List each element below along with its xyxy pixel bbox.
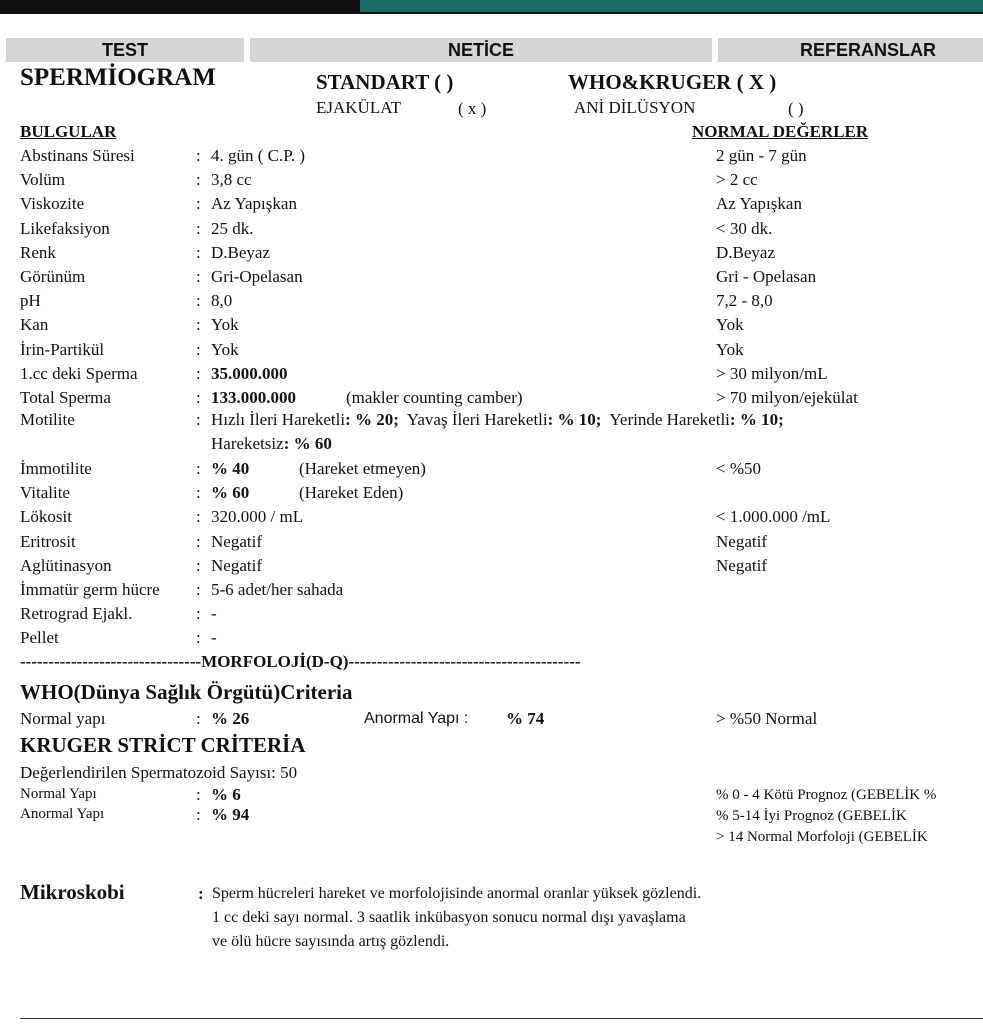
kruger-count: Değerlendirilen Spermatozoid Sayısı: 50 bbox=[20, 763, 298, 782]
motilite-colon: : bbox=[196, 410, 201, 429]
row-label: İrin-Partikül bbox=[20, 340, 105, 359]
row-reference: D.Beyaz bbox=[716, 243, 776, 262]
row-value: Yok bbox=[211, 340, 239, 359]
ani-dilusyon-label: ANİ DİLÜSYON bbox=[574, 98, 696, 117]
who-kruger-option: WHO&KRUGER ( X ) bbox=[568, 70, 777, 94]
row-colon: : bbox=[196, 146, 201, 165]
row-label: Aglütinasyon bbox=[20, 556, 112, 575]
row-colon: : bbox=[196, 388, 201, 407]
bulgular-heading: BULGULAR bbox=[20, 122, 117, 141]
row-reference: > 2 cc bbox=[716, 170, 758, 189]
who-normal-colon: : bbox=[196, 709, 201, 728]
hareketsiz-label: Hareketsiz bbox=[211, 434, 284, 453]
row-colon: : bbox=[196, 556, 201, 575]
mikroskobi-label: Mikroskobi bbox=[20, 880, 125, 904]
normal-degerler-heading: NORMAL DEĞERLER bbox=[692, 122, 869, 141]
row-reference: Yok bbox=[716, 340, 744, 359]
row-reference: Negatif bbox=[716, 532, 767, 551]
row-label: pH bbox=[20, 291, 41, 310]
row-colon: : bbox=[196, 243, 201, 262]
row-colon: : bbox=[196, 194, 201, 213]
row-value: Negatif bbox=[211, 556, 262, 575]
yavas-value: % 10; bbox=[557, 410, 602, 429]
row-reference: Negatif bbox=[716, 556, 767, 575]
document-title: SPERMİOGRAM bbox=[20, 64, 216, 91]
row-colon: : bbox=[196, 267, 201, 286]
mikroskobi-colon: : bbox=[198, 884, 204, 903]
row-label: Lökosit bbox=[20, 507, 72, 526]
row-value: Az Yapışkan bbox=[211, 194, 297, 213]
row-value: 320.000 / mL bbox=[211, 507, 304, 526]
kruger-anormal-label: Anormal Yapı bbox=[20, 806, 105, 822]
row-colon: : bbox=[196, 364, 201, 383]
row-reference: Az Yapışkan bbox=[716, 194, 802, 213]
row-label: İmmatür germ hücre bbox=[20, 580, 160, 599]
row-value: 133.000.000 bbox=[211, 388, 296, 407]
row-value: - bbox=[211, 604, 217, 623]
row-value: D.Beyaz bbox=[211, 243, 271, 262]
header-test: TEST bbox=[6, 38, 244, 62]
kruger-ref-3: > 14 Normal Morfoloji (GEBELİK bbox=[716, 829, 928, 845]
row-label: Volüm bbox=[20, 170, 66, 189]
kruger-normal-label: Normal Yapı bbox=[20, 786, 97, 802]
row-reference: 7,2 - 8,0 bbox=[716, 291, 773, 310]
row-colon: : bbox=[196, 628, 201, 647]
row-colon: : bbox=[196, 170, 201, 189]
hareketsiz-value: % 60 bbox=[293, 434, 332, 453]
standart-option: STANDART ( ) bbox=[316, 70, 454, 94]
kruger-criteria-title: KRUGER STRİCT CRİTERİA bbox=[20, 733, 306, 757]
header-netice: NETİCE bbox=[250, 38, 712, 62]
row-label: Vitalite bbox=[20, 483, 70, 502]
row-value: 35.000.000 bbox=[211, 364, 288, 383]
row-value: Gri-Opelasan bbox=[211, 267, 303, 286]
row-colon: : bbox=[196, 483, 201, 502]
row-label: Likefaksiyon bbox=[20, 219, 110, 238]
who-anormal-label: Anormal Yapı : bbox=[364, 710, 469, 727]
row-value: 8,0 bbox=[211, 291, 233, 310]
hizli-label: Hızlı İleri Hareketli bbox=[211, 410, 346, 429]
row-colon: : bbox=[196, 315, 201, 334]
kruger-anormal-value: % 94 bbox=[211, 805, 250, 824]
row-value: % 60 bbox=[211, 483, 250, 502]
kruger-ref-2: % 5-14 İyi Prognoz (GEBELİK bbox=[716, 808, 907, 824]
row-note: (Hareket etmeyen) bbox=[299, 459, 426, 478]
row-label: Abstinans Süresi bbox=[20, 146, 135, 165]
mikroskobi-line-1: Sperm hücreleri hareket ve morfolojisinde anormal oranlar yüksek gözlendi. bbox=[212, 885, 702, 902]
top-banner bbox=[0, 0, 983, 14]
who-reference: > %50 Normal bbox=[716, 709, 818, 728]
row-colon: : bbox=[196, 340, 201, 359]
row-label: Pellet bbox=[20, 628, 59, 647]
ejakulat-mark: ( x ) bbox=[458, 99, 487, 118]
who-criteria-title: WHO(Dünya Sağlık Örgütü)Criteria bbox=[20, 680, 353, 704]
mikroskobi-line-3: ve ölü hücre sayısında artış gözlendi. bbox=[212, 933, 450, 950]
top-banner-teal bbox=[360, 0, 983, 14]
row-value: 4. gün ( C.P. ) bbox=[211, 146, 305, 165]
row-label: Total Sperma bbox=[20, 388, 111, 407]
row-label: Kan bbox=[20, 315, 49, 334]
top-banner-dark bbox=[0, 0, 360, 14]
bottom-rule bbox=[20, 1018, 983, 1019]
kruger-normal-value: % 6 bbox=[211, 785, 241, 804]
row-value: % 40 bbox=[211, 459, 250, 478]
yerinde-value: % 10; bbox=[739, 410, 784, 429]
row-label: Renk bbox=[20, 243, 56, 262]
row-reference: > 70 milyon/ejekülat bbox=[716, 388, 858, 407]
yavas-label: Yavaş İleri Hareketli bbox=[406, 410, 548, 429]
row-colon: : bbox=[196, 507, 201, 526]
row-value: Yok bbox=[211, 315, 239, 334]
row-colon: : bbox=[196, 532, 201, 551]
row-reference: < 30 dk. bbox=[716, 219, 773, 238]
row-note: (Hareket Eden) bbox=[299, 483, 404, 502]
kruger-ref-1: % 0 - 4 Kötü Prognoz (GEBELİK % bbox=[716, 787, 937, 803]
row-label: Viskozite bbox=[20, 194, 85, 213]
row-reference: < %50 bbox=[716, 459, 761, 478]
row-value: - bbox=[211, 628, 217, 647]
row-label: Retrograd Ejakl. bbox=[20, 604, 133, 623]
row-reference: Gri - Opelasan bbox=[716, 267, 817, 286]
row-label: İmmotilite bbox=[20, 459, 92, 478]
yerinde-label: Yerinde Hareketli bbox=[609, 410, 730, 429]
row-colon: : bbox=[196, 291, 201, 310]
motilite-line2: Hareketsiz: % 60 bbox=[211, 434, 332, 453]
row-value: 25 dk. bbox=[211, 219, 254, 238]
who-normal-value: % 26 bbox=[211, 709, 250, 728]
motilite-label: Motilite bbox=[20, 410, 75, 429]
row-label: Eritrosit bbox=[20, 532, 76, 551]
row-value: 3,8 cc bbox=[211, 170, 252, 189]
row-label: Görünüm bbox=[20, 267, 86, 286]
mikroskobi-line-2: 1 cc deki sayı normal. 3 saatlik inkübasyon sonucu normal dışı yavaşlama bbox=[212, 909, 686, 926]
row-value: Negatif bbox=[211, 532, 262, 551]
row-reference: > 30 milyon/mL bbox=[716, 364, 828, 383]
header-referanslar: REFERANSLAR bbox=[718, 38, 983, 62]
row-colon: : bbox=[196, 459, 201, 478]
row-colon: : bbox=[196, 580, 201, 599]
who-anormal-value: % 74 bbox=[506, 709, 545, 728]
row-label: 1.cc deki Sperma bbox=[20, 364, 138, 383]
row-reference: Yok bbox=[716, 315, 744, 334]
hizli-value: % 20; bbox=[354, 410, 399, 429]
who-normal-label: Normal yapı bbox=[20, 709, 106, 728]
ani-dilusyon-mark: ( ) bbox=[788, 99, 804, 118]
kruger-normal-colon: : bbox=[196, 785, 201, 804]
row-reference: 2 gün - 7 gün bbox=[716, 146, 807, 165]
row-value: 5-6 adet/her sahada bbox=[211, 580, 344, 599]
ejakulat-label: EJAKÜLAT bbox=[316, 98, 401, 117]
kruger-anormal-colon: : bbox=[196, 805, 201, 824]
row-colon: : bbox=[196, 219, 201, 238]
row-note: (makler counting camber) bbox=[346, 388, 523, 407]
row-colon: : bbox=[196, 604, 201, 623]
morfoloji-divider: --------------------------------MORFOLOJİ(D-Q)----------------------------------------- bbox=[20, 652, 581, 671]
row-reference: < 1.000.000 /mL bbox=[716, 507, 831, 526]
motilite-line1: Hızlı İleri Hareketli: % 20; Yavaş İleri Hareketli: % 10; Yerinde Hareketli: % 10; bbox=[211, 410, 784, 429]
